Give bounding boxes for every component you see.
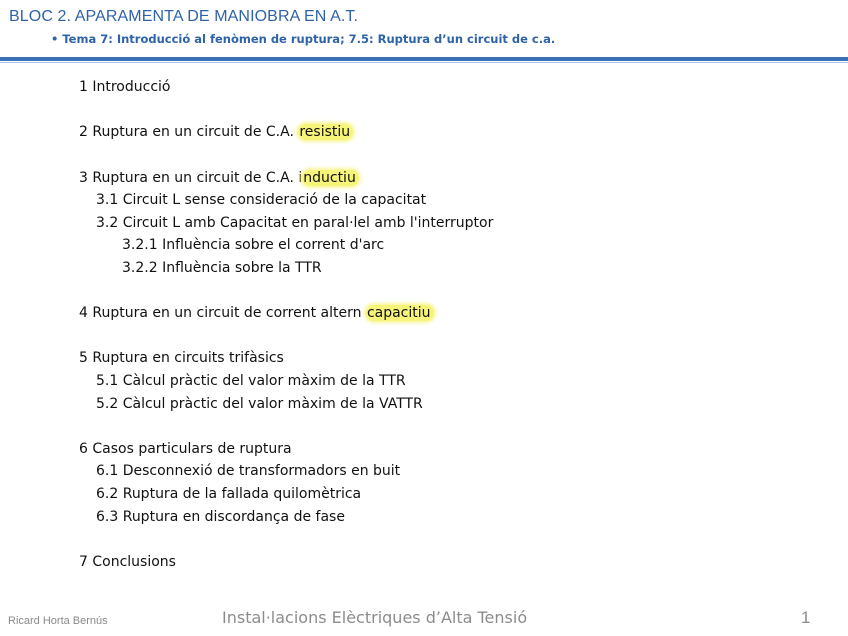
toc-item-5-2: 5.2 Càlcul pràctic del valor màxim de la VATTR <box>96 396 423 412</box>
highlight-marker: resistiu <box>298 124 353 140</box>
toc-item-2: 2 Ruptura en un circuit de C.A. resistiu <box>79 123 353 141</box>
slide-title: BLOC 2. APARAMENTA DE MANIOBRA EN A.T. <box>9 8 359 25</box>
toc-item-6-1: 6.1 Desconnexió de transformadors en buit <box>96 463 401 479</box>
toc-item-3: 3 Ruptura en un circuit de C.A. inductiu <box>79 169 359 187</box>
footer-course-title: Instal·lacions Elèctriques d’Alta Tensió <box>222 608 528 627</box>
toc-item-6-3: 6.3 Ruptura en discordança de fase <box>96 509 345 525</box>
toc-item-1: 1 Introducció <box>79 79 171 95</box>
toc-item-6: 6 Casos particulars de ruptura <box>79 441 292 457</box>
toc-item-4: 4 Ruptura en un circuit de corrent altern capacitiu <box>79 304 434 322</box>
footer-author: Ricard Horta Bernús <box>8 615 108 627</box>
toc-item-6-2: 6.2 Ruptura de la fallada quilomètrica <box>96 486 362 502</box>
highlight-marker: nductiu <box>302 170 359 186</box>
toc-item-7: 7 Conclusions <box>79 554 176 570</box>
toc-item-5-1: 5.1 Càlcul pràctic del valor màxim de la TTR <box>96 373 406 389</box>
toc-item-3-2: 3.2 Circuit L amb Capacitat en paral·lel amb l'interruptor <box>96 215 494 231</box>
toc-item-5: 5 Ruptura en circuits trifàsics <box>79 350 284 366</box>
toc-item-3-1: 3.1 Circuit L sense consideració de la capacitat <box>96 192 427 208</box>
highlight-marker: capacitiu <box>366 305 434 321</box>
slide-subtitle: • Tema 7: Introducció al fenòmen de ruptura; 7.5: Ruptura d’un circuit de c.a. <box>51 32 556 46</box>
toc-item-3-2-1: 3.2.1 Influència sobre el corrent d'arc <box>122 237 385 253</box>
toc-item-3-2-2: 3.2.2 Influència sobre la TTR <box>122 260 322 276</box>
page-number: 1 <box>801 608 811 627</box>
